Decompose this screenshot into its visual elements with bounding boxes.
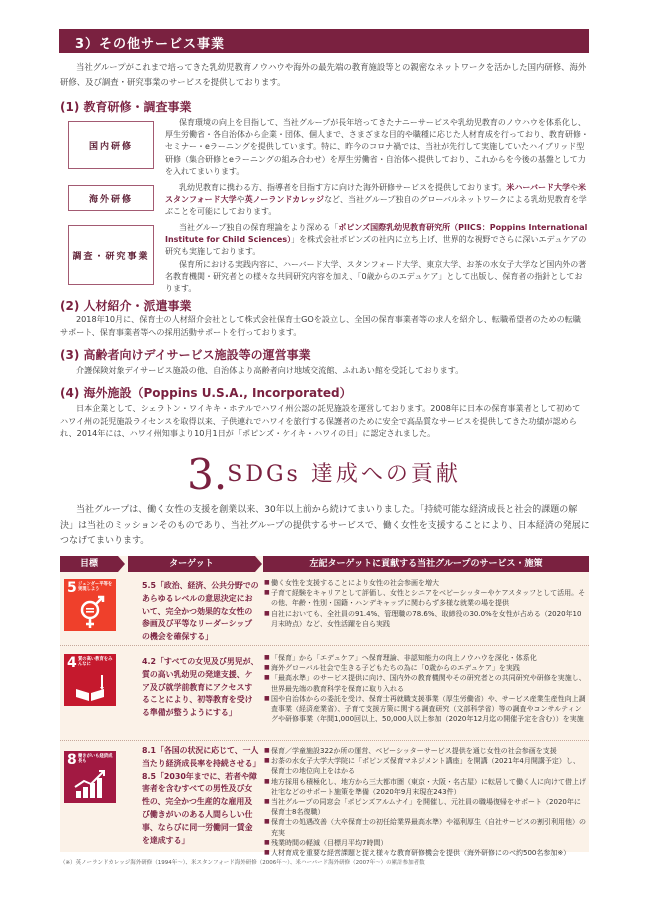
dayservice-text: 介護保険対象デイサービス施設の他、自治体より高齢者向け地域交流館、ふれあい館を受託しております。 [76,365,464,375]
col-header-goal: 目標 [60,556,118,572]
sdgs-title: 3.SDGs 達成への貢献 [187,450,461,499]
list-item: ■ 働く女性を支援することにより女性の社会参画を増大 [264,578,586,588]
overseas-training-text: 乳幼児教育に携わる方、指導者を目指す方に向けた海外研修サービスを提供しております。米ハーバード大学や米スタンフォード大学や英ノーランドカレッジなど、当社グループ独自のグローバルネットワークによる乳幼児教育を学ぶことを可能にしております。 [165,183,587,217]
contribution-list-goal8 [264,746,586,858]
subsection-title-staffing: (2) 人材紹介・派遣事業 [60,299,192,313]
subsection-title-training: (1) 教育研修・調査事業 [60,100,192,114]
highlight-norland: 英ノーランドカレッジ [244,195,325,205]
col-header-contribution: 左記ターゲットに貢献する当社グループのサービス・施策 [263,556,589,572]
list-item: ■ 人材育成を重要な経営課題と捉え様々な教育研修機会を提供（海外研修にのべ約500名参加※） [264,848,586,858]
highlight-harvard: 米ハーバード大学 [506,183,570,192]
col-header-target: ターゲット [128,556,255,572]
list-item: ■ 海外グローバル社会で生きる子どもたちの為に「0歳からのエデュケア」を実践 [264,663,586,673]
section-intro: 当社グループがこれまで培ってきた乳幼児教育ノウハウや海外の最先端の教育施設等との親密なネットワークを活かした国内研修、海外研修、及び調査・研究事業のサービスを提供しております。 [60,62,587,87]
target-4-2: 4.2「すべての女児及び男児が、質の高い乳幼児の発達支援、ケア及び就学前教育にアクセスすることにより、初等教育を受ける準備が整うようにする」 [142,657,259,718]
chevron-right-icon [255,556,262,572]
highlight-stanford: 米スタンフォード大学 [165,183,586,205]
list-item: ■ 当社グループの同窓会「ポピンズアルムナイ」を開催し、元社員の職場復帰をサポート（2020年に保育士8名復職） [264,797,586,817]
gender-equality-icon: 5 ジェンダー平等を実現しよう [64,579,116,631]
target-8-1-8-5: 8.1「各国の状況に応じて、一人当たり経済成長率を持続させる」8.5「2030年までに、若者や障害者を含むすべての男性及び女性の、完全かつ生産的な雇用及び働きがいのある人間らしい仕事、ならびに同一労働同一賃金を達成する」 [142,746,259,845]
row-divider [60,645,589,646]
research-text: 当社グループ独自の保育理論をより深める「ポピンズ国際乳幼児教育研究所（PIICS：Poppins International Institute for Child Sciences）」を株式会社ポピンズの社内に立ち上げ、世界的な視野でさらに深いエデュケアの研究も実施しております。 保育所における実践内容に、ハーバード大学、スタンフォード大学、東京大学、お茶の水女子大学など国内外の著名教育機関・研究者との様々な共同研究内容を加え、「0歳からのエデュケア」として出版し、保育者の指針としております。 [165,223,588,294]
list-item: ■ 保育士の処遇改善（大卒保育士の初任給業界最高水準）や福利厚生（自社サービスの割引利用他）の充実 [264,817,586,837]
target-5-5: 5.5「政治、経済、公共分野でのあらゆるレベルの意思決定において、完全かつ効果的な女性の参画及び平等なリーダーシップの機会を確保する」 [142,581,259,642]
contribution-list-goal4 [264,653,586,724]
list-item: ■ お茶の水女子大学大学院に「ポピンズ保育マネジメント講座」を開講（2021年4月開講予定）し、保育士の地位向上をはかる [264,756,586,776]
list-item: ■ 子育て経験をキャリアとして評価し、女性とシニアをベビーシッターやケアスタッフとして活用。その他、年齢・性別・国籍・ハンデキャップに関わらず多様な就業の場を提供 [264,588,586,608]
list-item: ■ 「保育」から「エデュケア」へ保育理論、非認知能力の向上ノウハウを深化・体系化 [264,653,586,663]
list-item: ■ 「最高水準」のサービス提供に向け、国内外の教育機関やその研究者との共同研究や研修を実施し、世界最先端の教育科学を保育に取り入れる [264,673,586,693]
chevron-right-icon [118,556,125,572]
highlight-piics: ポピンズ国際乳幼児教育研究所（PIICS：Poppins International Institute for Child Sciences） [165,223,588,245]
sdgs-intro: 当社グループは、働く女性の支援を創業以来、30年以上前から続けてまいりました。「持続可能な経済成長と社会的課題の解決」は当社のミッションそのものであり、当社グループの提供するサービスで、働く女性を支援することにより、日本経済の発展につなげてまいります。 [60,505,590,547]
list-item: ■ 地方採用も積極化し、地方から三大都市圏（東京・大阪・名古屋）に転居して働く人に向けて借上げ社宅などのサポート施策を準備（2020年9月末現在243件） [264,777,586,797]
label-box-overseas: 海外研修 [68,185,154,211]
subsection-title-dayservice: (3) 高齢者向けデイサービス施設等の運営事業 [60,348,311,362]
row-divider [60,740,589,741]
quality-education-icon: 4 質の高い教育をみんなに [64,654,116,706]
label-box-domestic: 国内研修 [68,121,154,169]
overseas-facility-text: 日本企業として、シェラトン・ワイキキ・ホテルでハワイ州公認の託児施設を運営しております。2008年に日本の保育事業者として初めてハワイ州の託児施設ライセンスを取得以来、子供連れでハワイを旅行する保護者のために安全で高品質なサービスを提供してきた功績が認められ、2014年には、ハワイ州知事より10月1日が「ポピンズ・ケイキ・ハワイの日」に認定されました。 [60,403,581,438]
label-box-research: 調査・研究事業 [68,225,154,285]
contribution-list-goal5 [264,578,586,629]
economic-growth-icon: 8 働きがいも経済成長も [64,751,116,803]
list-item: ■ 保育／学童施設322か所の運営、ベビーシッターサービス提供を通じ女性の社会参画を支援 [264,746,586,756]
footnote: （※）英ノーランドカレッジ海外研修（1994年〜）、米スタンフォード海外研修（2006年〜）、米ハーバード海外研修（2007年〜）の累計参加者数 [60,860,425,866]
section-banner [59,29,589,53]
staffing-text: 2018年10月に、保育士の人材紹介会社として株式会社保育士GOを設立し、全国の保育事業者等の求人を紹介し、転職希望者のための転職サポート、保育事業者等への採用活動サポートを行っております。 [60,314,581,337]
subsection-title-overseas-facility: (4) 海外施設（Poppins U.S.A., Incorporated） [60,386,352,400]
section-heading: 3）その他サービス事業 [75,37,226,52]
list-item: ■ 残業時間の軽減（目標月平均7時間） [264,838,586,848]
list-item: ■ 自社においても、全社員の91.4%、管理職の78.6%、取締役の30.0%を女性が占める（2020年10月末時点）など、女性活躍を自ら実践 [264,609,586,629]
list-item: ■ 国や自治体からの委託を受け、保育士再就職支援事業（厚生労働省）や、サービス産業生産性向上調査事業（経済産業省）、子育て支援方策に関する調査研究（文部科学省）等の調査やコンサルティングや研修事業（年間1,000回以上、50,000人以上参加（2020年12月迄の開催予定を含む））を実施 [264,694,586,725]
sdgs-table [60,556,589,858]
domestic-training-text: 保育環境の向上を目指して、当社グループが長年培ってきたナニーサービスや乳幼児教育のノウハウを体系化し、厚生労働省・各自治体から企業・団体、個人まで、さまざまな目的や職種に応じた人材育成を行っており、教育研修・セミナー・eラーニングを提供しています。特に、昨今のコロナ禍では、当社が先行して実施していたハイブリッド型研修（集合研修とeラーニングの組み合わせ）を厚生労働省・自治体へ提供しており、これからを今後の基盤として力を入れてまいります。 [165,118,589,176]
